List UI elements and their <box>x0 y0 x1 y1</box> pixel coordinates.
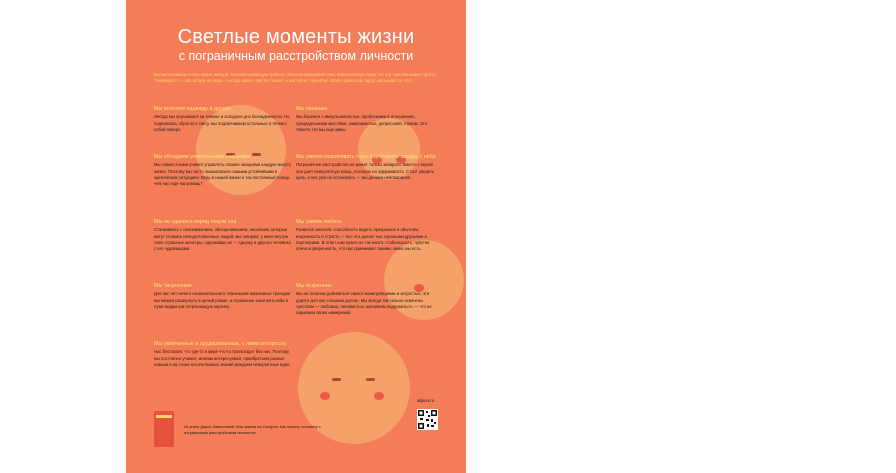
item-body: Развитая эмпатия, способность видеть прекрасное в обычном, искренность и страсть — все это делает нас хорошими друзьями и партнерами. В ответ нам нужно не так много: стабильность, чувство плеча и уверенность, что нас принимают такими, какие мы есть. <box>296 227 430 251</box>
item-body: Пограничное расстройство не может только забирать: вместе с мукой оно дает невероятную мощь, похожую на одержимость. Стоит увидеть цель, и нас уже не остановить — мы делаем невозможное. <box>296 162 435 180</box>
item-body: Мы не склонны добиваться своего манипуляциями и хитростью, эти дороги для нас слишком долгие. Мы всегда так сильно охвачены чувством — любовью, ненавистью, желанием подружиться, — что не скрываем своих намерений. <box>296 291 432 315</box>
qr-code-icon <box>417 409 438 430</box>
right-item <box>296 154 436 181</box>
left-item <box>154 283 294 310</box>
item-heading: Мы творческие <box>154 283 192 289</box>
right-item <box>296 106 436 133</box>
item-heading: Мы умеем сворачивать горы и доставать звезды с неба <box>296 154 436 160</box>
item-body: Сталкиваясь с непониманием, обесцениванием, насилием, которые могут сломать неподготовленных людей, мы говорим: у меня внутри тоже страшные монстры, сдерживаю их — сдержу и другого человека с его чудовищами. <box>154 227 291 251</box>
face-cheek <box>320 392 330 400</box>
item-body: Мы совместными учимся управлять своими эмоциями каждую минуту жизни. Поэтому мы часто оказываемся самыми устойчивыми в критических ситуациях. Ведь в нашей жизни и так постоянный пожар, чем нас еще напугаешь? <box>154 162 292 186</box>
item-heading: Мы вселяем надежду в других <box>154 106 231 112</box>
site-label: alpina.ru <box>417 398 435 403</box>
poster-title: Светлые моменты жизни <box>177 26 415 48</box>
item-heading: Мы умеем любить <box>296 219 342 225</box>
item-body: Мы боремся с импульсивностью, проблемами в отношениях, суицидальными мыслями, зависимостью, депрессией, гневом. Это тяжело. Но мы еще живы. <box>296 114 428 132</box>
poster-subtitle: с пограничным расстройством личности <box>178 49 414 63</box>
item-heading: Мы не сдаемся перед лицом зла <box>154 219 237 225</box>
left-item <box>154 219 294 252</box>
right-item <box>296 219 436 252</box>
book-title-band <box>156 415 172 418</box>
item-body: Иногда мы опускаемся на темное и холодное дно безнадежности. Но, поднимаясь обратно к свету, мы подсвечиваем остальных и тянем с собой наверх. <box>154 114 291 132</box>
left-item <box>154 154 294 187</box>
right-item <box>296 283 436 316</box>
item-heading: Мы обладаем уникальными навыками <box>154 154 251 160</box>
left-item <box>154 106 294 133</box>
face-eye <box>332 378 341 381</box>
poster <box>126 0 466 473</box>
item-heading: Мы сильные <box>296 106 328 112</box>
left-item <box>154 341 294 368</box>
intro-text: Мы испытываем очень яркие эмоции: всеохватывающую тревогу, неконтролируемый гнев, невыносимую скуку. Но эти чувства важно просто "переждать" — как шторм на море. А когда шквал чувств стихает и наступает принятие своего диагноза, вдруг оказывается, что... <box>154 72 437 83</box>
item-body: Нас беспокоит, что где-то в мире что-то происходит без нас. Поэтому мы постоянно учимся, многим интересуемся, приобретаем разные навыки и на стыке несочетаемых знаний рождаем невероятные идеи. <box>154 349 291 367</box>
item-body: Для нас нет ничего незначительного. Маленькие жизненные трагедии мы можем развернуть в целый роман, а отражение закатного неба в луже видим как потрясающую картину. <box>154 291 291 309</box>
face-eye <box>366 378 375 381</box>
item-heading: Мы увлеченные и эрудированные, с нами интересно <box>154 341 287 347</box>
book-cover-icon <box>154 411 174 447</box>
item-heading: Мы искренние <box>296 283 332 289</box>
face-cheek <box>374 392 384 400</box>
book-credit: Из книги Дарьи Завьяловой «Мы живем на Сатурне. Как помочь человеку с пограничным расстройством личности» <box>184 424 321 435</box>
